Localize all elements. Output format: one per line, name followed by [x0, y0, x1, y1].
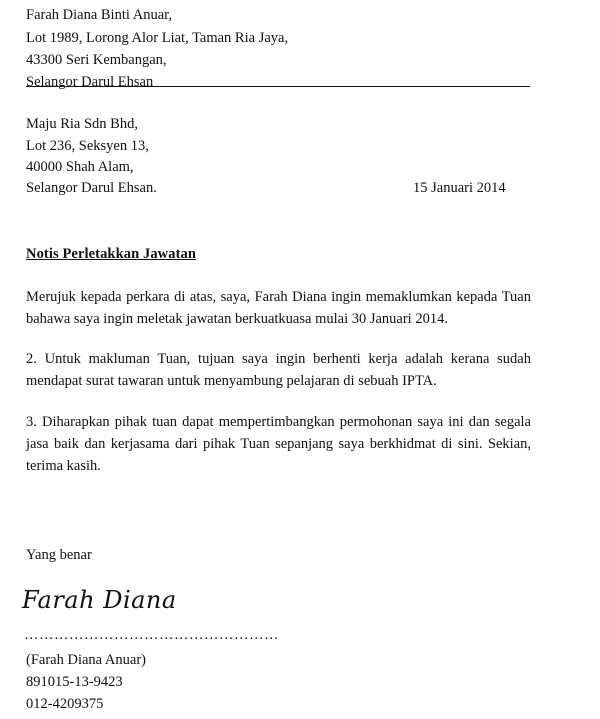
- paragraph-2-line-2: mendapat surat tawaran untuk menyambung pelajaran di sebuah IPTA.: [26, 373, 437, 389]
- letter-subject: Notis Perletakkan Jawatan: [26, 246, 197, 262]
- signer-phone: 012-4209375: [26, 696, 104, 712]
- closing-phrase: Yang benar: [26, 547, 92, 563]
- paragraph-1-line-1: Merujuk kepada perkara di atas, saya, Farah Diana ingin memaklumkan kepada Tuan: [26, 289, 531, 305]
- recipient-address-line-1: Lot 236, Seksyen 13,: [26, 138, 149, 154]
- sender-address-line-3: Selangor Darul Ehsan: [26, 74, 154, 90]
- paragraph-1: [26, 286, 531, 330]
- paragraph-2: [26, 348, 531, 392]
- letter-date: 15 Januari 2014: [413, 180, 506, 196]
- paragraph-1-line-2: bahawa saya ingin meletak jawatan berkuatkuasa mulai 30 Januari 2014.: [26, 311, 448, 327]
- signer-ic-number: 891015-13-9423: [26, 674, 123, 690]
- signer-name: (Farah Diana Anuar): [26, 652, 146, 668]
- paragraph-3-line-2: jasa baik dan kerjasama dari pihak Tuan sepanjang saya berkhidmat di sini. Sekian,: [26, 436, 531, 452]
- recipient-address-line-2: 40000 Shah Alam,: [26, 159, 134, 175]
- paragraph-3-line-1: 3. Diharapkan pihak tuan dapat mempertimbangkan permohonan saya ini dan segala: [26, 414, 531, 430]
- header-divider: [26, 86, 530, 87]
- sender-address-line-2: 43300 Seri Kembangan,: [26, 52, 167, 68]
- paragraph-3-line-3: terima kasih.: [26, 458, 101, 474]
- sender-name: Farah Diana Binti Anuar,: [26, 7, 172, 23]
- recipient-name: Maju Ria Sdn Bhd,: [26, 116, 138, 132]
- paragraph-3: [26, 411, 531, 477]
- signature-dotted-line: ……………………………………………: [24, 627, 279, 643]
- paragraph-2-line-1: 2. Untuk makluman Tuan, tujuan saya ingin berhenti kerja adalah kerana sudah: [26, 351, 531, 367]
- handwritten-signature: Farah Diana: [22, 586, 177, 614]
- recipient-address-line-3: Selangor Darul Ehsan.: [26, 180, 157, 196]
- sender-address-line-1: Lot 1989, Lorong Alor Liat, Taman Ria Jaya,: [26, 30, 289, 46]
